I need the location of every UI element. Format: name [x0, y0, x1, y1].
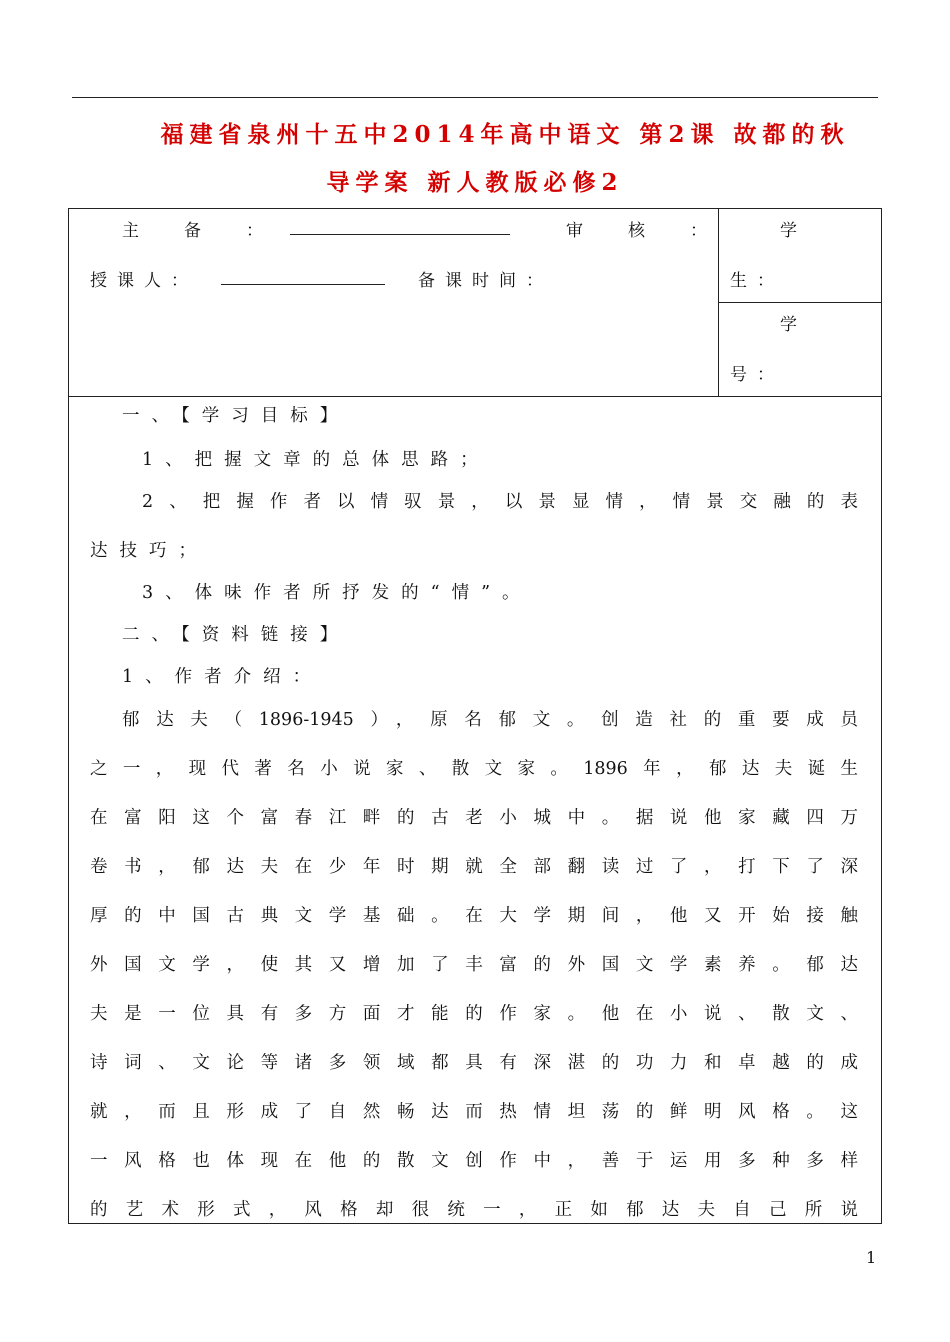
top-rule: [72, 97, 878, 98]
label-number-b: 号：: [730, 365, 784, 385]
paragraph-line: 卷书，郁达夫在少年时期就全部翻读过了，打下了深: [90, 857, 858, 877]
label-shenhe: 审 核 ：: [566, 221, 721, 241]
paragraph-line: 的艺术形式，风格却很统一，正如郁达夫自己所说: [90, 1200, 858, 1220]
document-title-line1: 福建省泉州十五中2014年高中语文 第2课 故都的秋: [160, 121, 850, 148]
document-title-line2: 导学案 新人教版必修2: [326, 169, 624, 196]
section-heading-goals: 一、【学习目标】: [122, 406, 350, 426]
zhubei-blank: [290, 234, 510, 235]
label-shoukeren: 授课人：: [90, 271, 198, 291]
paragraph-line: 就，而且形成了自然畅达而热情坦荡的鲜明风格。这: [90, 1102, 858, 1122]
goal-item-3: 3、体味作者所抒发的“情”。: [142, 583, 532, 603]
material-item-1: 1、作者介绍：: [122, 667, 323, 687]
goal-item-2: 2、把握作者以情驭景，以景显情，情景交融的表: [142, 492, 858, 512]
label-student-a: 学: [780, 221, 797, 241]
paragraph-line: 诗词、文论等诸多领域都具有深湛的功力和卓越的成: [90, 1053, 858, 1073]
student-box-divider: [718, 302, 882, 303]
label-beike-time: 备课时间：: [418, 271, 553, 291]
goal-item-1: 1、把握文章的总体思路；: [142, 450, 490, 470]
paragraph-line: 厚的中国古典文学基础。在大学期间，他又开始接触: [90, 906, 858, 926]
paragraph-line: 郁达夫（1896-1945），原名郁文。创造社的重要成员: [122, 710, 858, 730]
paragraph-line: 之一，现代著名小说家、散文家。1896年，郁达夫诞生: [90, 759, 858, 779]
paragraph-line: 在富阳这个富春江畔的古老小城中。据说他家藏四万: [90, 808, 858, 828]
label-number-a: 学: [780, 315, 797, 335]
paragraph-line: 外国文学，使其又增加了丰富的外国文学素养。郁达: [90, 955, 858, 975]
section-heading-materials: 二、【资料链接】: [122, 625, 350, 645]
page-number: 1: [866, 1248, 877, 1267]
label-student-b: 生：: [730, 271, 784, 291]
label-zhubei: 主 备 ：: [122, 221, 277, 241]
goal-item-2-cont: 达技巧；: [90, 541, 208, 561]
paragraph-line: 夫是一位具有多方面才能的作家。他在小说、散文、: [90, 1004, 858, 1024]
shoukeren-blank: [221, 284, 385, 285]
paragraph-line: 一风格也体现在他的散文创作中，善于运用多种多样: [90, 1151, 858, 1171]
header-bottom-rule: [68, 396, 882, 397]
